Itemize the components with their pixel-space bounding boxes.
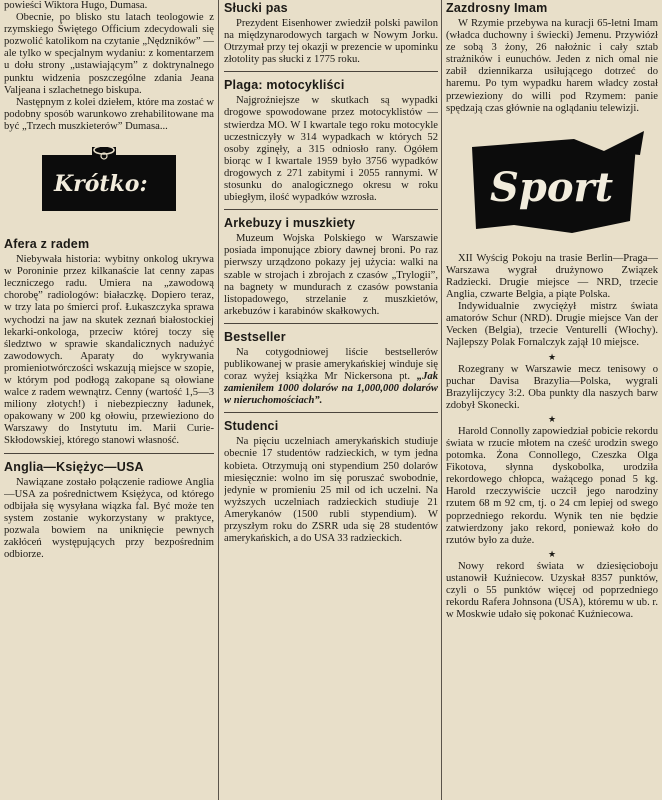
headline-slucki: Słucki pas [224,1,288,15]
krotko-logo-graphic [14,141,204,231]
sport-logo [454,125,652,245]
headline-plaga: Plaga: motocykliści [224,78,345,93]
headline-arkebuzy: Arkebuzy i muszkiety [224,216,356,231]
section-rule [224,71,438,72]
article-text: Nowy rekord świata w dziesięcioboju ustanowił Kuźniecow. Uzyskał 8357 punktów, czyli o 55 punktów więcej od poprzedniego rekordu Rafera Johnsona (USA), któremu w ub. r. w Moskwie udało się pokonać Kuźniecowa. [446,560,658,621]
section-rule [224,323,438,324]
article-text: W Rzymie przebywa na kuracji 65-letni Imam (władca duchowny i świecki) Jemenu. Przywiózł ze sobą 3 żony, 26 nałożnic i cały sztab strażników i eunuchów. Jeden z nich omal nie zabił dziennikarza usiłującego dotrzeć do haremu. Po tym wypadku harem władcy został przewieziony do willi pod Rzymem: panie spędzają czas głównie na oglądaniu telewizji. [446,18,658,114]
article-text: Prezydent Eisenhower zwiedził polski pawilon na międzynarodowych targach w Nowym Jorku. Otrzymał przy tej okazji w prezencie w upominku złotolity pas słucki z 1775 roku. [224,18,438,66]
headline-bestseller: Bestseller [224,329,286,344]
article-text: XII Wyścig Pokoju na trasie Berlin—Praga—Warszawa wygrał drużynowo Związek Radziecki. Drugie miejsce — NRD, trzecie Anglia, czwarte Belgia, a piąte Polska. [446,252,658,301]
headline-imam: Zazdrosny Imam [446,1,548,15]
star-separator: ★ [547,351,557,362]
article-text: Najgroźniejsze w skutkach są wypadki drogowe spowodowane przez motocyklistów — stwierdza MO. W I kwartale tego roku motocykle uczestniczyły w 314 wypadkach w których 52 osoby zginęły, a 315 odniosło rany. Ogółem biorąc w I kwartale 1959 było 3756 wypadków drogowych z 271 zabitymi i 2055 rannymi. W stosunku do analogicznego okresu w roku ubiegłym, ilość wypadków wzrosła. [224,95,438,204]
section-rule [224,412,438,413]
article-text: Rozegrany w Warszawie mecz tenisowy o puchar Davisa Brazylia—Polska, wygrali Brazylijczycy 3:2. Oba punkty dla naszych barw zdobył Skonecki. [446,363,658,411]
section-rule [4,453,214,454]
sport-logo-graphic [454,125,652,245]
headline-anglia: Anglia—Księżyc—USA [4,459,144,474]
column-right [446,0,658,800]
article-text: Niebywała historia: wybitny onkolog ukrywa w Poroninie przez kilkanaście lat cenny zapas leczniczego radu. Umiera na „zawodową chorobę” radiologów: białaczkę. Dopiero teraz, w trzy lata po śmierci prof. Łukaszczyka sprawa wychodzi na jaw na skutek zeznań białostockiej lekarki-onkologa, przeciw której toczy się śledztwo w sprawie skandalicznych nadużyć zawodowych. Aparaty do wykrywania promieniotwórczości wskazują miejsce w szopie, w którym pod podłogą zakopane są ołowiane walce z radem wewnątrz. Cenny (wartość 1,5—3 miliony złotych!) i niebezpieczny ładunek, opakowany w 200 kg ołowiu, przewieziono do Warszawy do Instytutu im. Marii Curie-Skłodowskiej, którego stanowi własność. [4,254,214,447]
book-title: „Jak zamieniłem 1000 dolarów na 1,000,000 dolarów w nieruchomościach”. [224,371,438,407]
article-text-part: Na cotygodniowej liście bestsellerów publikowanej w prasie amerykańskiej winduje się coraz wyżej książka Mr Nickersona pt. [224,346,438,383]
krotko-logo [14,141,204,231]
column-divider [441,0,442,800]
column-middle [224,0,438,800]
article-text: Muzeum Wojska Polskiego w Warszawie posiada imponujące zbiory dawnej broni. Po raz pierwszy urządzono pokazy jej użycia: walki na szable w strojach i zbrojach z czasów „Trylogii”, na bagnety w mundurach z czasów powstania listopadowego, strzelanie z muszkietów, arkebuzów i karabinów skałkowych. [224,233,438,317]
krotko-logo-text: Krótko: [54,171,148,198]
star-separator: ★ [547,413,557,424]
article-text: Nawiązane zostało połączenie radiowe Anglia—USA za pośrednictwem Księżyca, od którego odbijała się wysyłana wiązka fal. Być może ten system zostanie wykorzystany w praktyce, pozwala bowiem na uniknięcie pewnych zakłóceń występujących przy bezpośrednim odbiorze. [4,476,214,561]
article-text: Następnym z kolei dziełem, które ma zostać w podobny sposób warunkowo zrehabilitowane ma być „Trzech muszkieterów” Dumasa... [4,96,214,132]
article-text: Na pięciu uczelniach amerykańskich studiuje obecnie 17 studentów radzieckich, w tym jedna kobieta. Otrzymują oni stypendium 250 dolarów miesięcznie: wolno im się poruszać swobodnie, jedynie w promieniu 25 mil od ich uczelni. Na wyższych uczelniach radzieckich studiuje 21 Amerykanów (1500 rubli stypendium). W przyszłym roku do ZSRR uda się 28 studentów amerykańskich, a do USA 33 radzieckich. [224,436,438,545]
article-text: Harold Connolly zapowiedział pobicie rekordu świata w rzucie młotem na cześć urodzin swego potomka. Żona Connollego, Czeszka Olga Fikotova, słynna dyskobolka, urodziła rekordowego chłopca, ważącego ponad 5 kg. Harold rzeczywiście uczcił jego narodziny rzutem 68 m 92 cm, tj. o 24 cm lepiej od swego poprzedniego rekordu. Wynik ten nie będzie zatwierdzony jako rekord, ponieważ koło do rzutów było za duże. [446,425,658,546]
article-text [224,347,438,407]
article-text: Indywidualnie zwyciężył mistrz świata amatorów Schur (NRD). Drugie miejsce Van der Vecken (Belgia), trzecie Venturelli (Włochy). Najlepszy Polak Fornalczyk zajął 10 miejsce. [446,301,658,349]
headline-afera: Afera z radem [4,237,90,252]
column-left [4,0,214,800]
star-separator: ★ [547,548,557,559]
sport-logo-text: Sport [490,163,614,211]
section-rule [224,209,438,210]
column-divider [218,0,219,800]
article-text: Obecnie, po blisko stu latach teologowie z rzymskiego Świętego Officium zdecydowali się pozwolić katolikom na czytanie „Nędzników” — ale tylko w specjalnym wydaniu: z komentarzem u dołu strony „ustawiającym” z doktrynalnego punktu widzenia poszczególne zdania Jeana Valjeana i szlachetnego biskupa. [4,12,214,96]
headline-studenci: Studenci [224,419,279,434]
article-text: powieści Wiktora Hugo, Dumasa. [4,0,148,11]
